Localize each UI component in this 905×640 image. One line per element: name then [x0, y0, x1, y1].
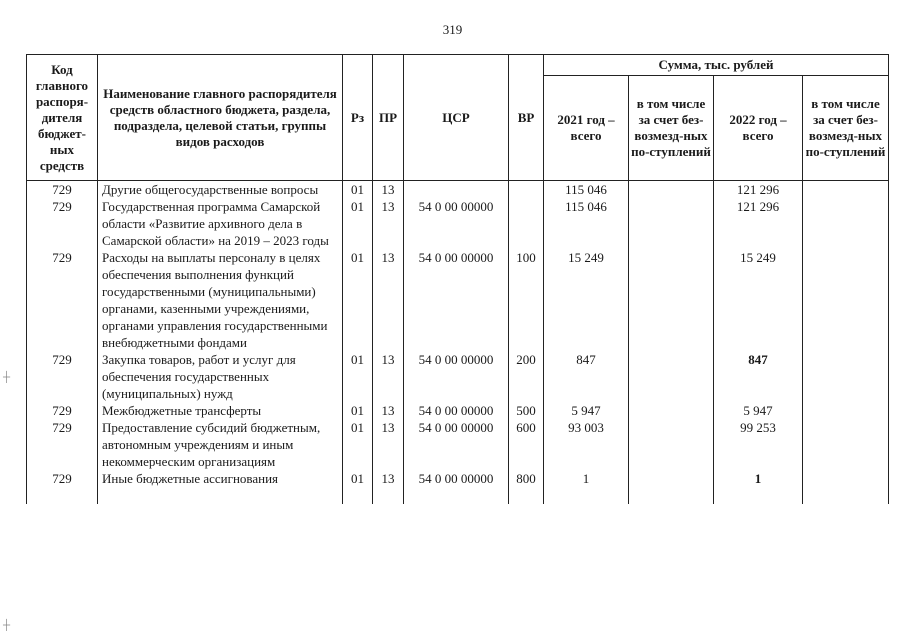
- cell-2021-grants: [629, 181, 714, 199]
- cell-rz: 01: [343, 402, 373, 419]
- table-row: [27, 402, 889, 419]
- cell-2021-total: 1: [544, 470, 629, 504]
- header-code: Код главного распоря-дителя бюджет-ных средств: [27, 55, 98, 181]
- budget-table: [26, 54, 889, 504]
- cell-2022-grants: [803, 402, 889, 419]
- cell-pr: 13: [373, 249, 404, 351]
- cell-vr: 800: [509, 470, 544, 504]
- cell-code: 729: [27, 419, 98, 470]
- cell-2021-grants: [629, 419, 714, 470]
- cell-2022-grants: [803, 419, 889, 470]
- cell-2022-total: 847: [714, 351, 803, 402]
- cell-pr: 13: [373, 470, 404, 504]
- cell-vr: 100: [509, 249, 544, 351]
- cell-code: 729: [27, 402, 98, 419]
- cell-name: Межбюджетные трансферты: [98, 402, 343, 419]
- cell-2022-total: 5 947: [714, 402, 803, 419]
- cell-2021-total: 847: [544, 351, 629, 402]
- cell-vr: 200: [509, 351, 544, 402]
- cell-2022-grants: [803, 181, 889, 199]
- header-rz: Рз: [343, 55, 373, 181]
- table-header: [27, 55, 889, 181]
- header-2022-total: 2022 год – всего: [714, 76, 803, 181]
- cell-name: Закупка товаров, работ и услуг для обеспечения государственных (муниципальных) нужд: [98, 351, 343, 402]
- cell-pr: 13: [373, 198, 404, 249]
- cell-name: Расходы на выплаты персоналу в целях обеспечения выполнения функций государственными (муниципальными) органами, казенными учреждениями, органами управления государственными внебюджетными фондами: [98, 249, 343, 351]
- cell-rz: 01: [343, 470, 373, 504]
- cell-2021-grants: [629, 470, 714, 504]
- header-2021-grants: в том числе за счет без-возмезд-ных по-ступлений: [629, 76, 714, 181]
- cell-rz: 01: [343, 198, 373, 249]
- cell-2022-grants: [803, 470, 889, 504]
- header-sum-group: Сумма, тыс. рублей: [544, 55, 889, 76]
- table-body: [27, 181, 889, 505]
- cell-2021-grants: [629, 351, 714, 402]
- cell-csr: 54 0 00 00000: [404, 402, 509, 419]
- header-2022-grants: в том числе за счет без-возмезд-ных по-ступлений: [803, 76, 889, 181]
- cell-rz: 01: [343, 351, 373, 402]
- cell-vr: 600: [509, 419, 544, 470]
- margin-tick-mark: ┼: [3, 372, 11, 383]
- cell-2021-total: 5 947: [544, 402, 629, 419]
- cell-2022-total: 121 296: [714, 198, 803, 249]
- cell-pr: 13: [373, 419, 404, 470]
- cell-2021-total: 115 046: [544, 198, 629, 249]
- table-row: [27, 249, 889, 351]
- margin-tick-mark: ┼: [3, 620, 11, 631]
- cell-csr: 54 0 00 00000: [404, 249, 509, 351]
- cell-name: Предоставление субсидий бюджетным, автономным учреждениям и иным некоммерческим организациям: [98, 419, 343, 470]
- cell-2022-total: 121 296: [714, 181, 803, 199]
- cell-code: 729: [27, 181, 98, 199]
- cell-csr: 54 0 00 00000: [404, 419, 509, 470]
- table-row: [27, 198, 889, 249]
- cell-2022-total: 99 253: [714, 419, 803, 470]
- cell-name: Государственная программа Самарской области «Развитие архивного дела в Самарской области» на 2019 – 2023 годы: [98, 198, 343, 249]
- cell-2021-total: 115 046: [544, 181, 629, 199]
- table-row: [27, 181, 889, 199]
- header-name: Наименование главного распорядителя средств областного бюджета, раздела, подраздела, целевой статьи, группы видов расходов: [98, 55, 343, 181]
- cell-2022-total: 1: [714, 470, 803, 504]
- cell-rz: 01: [343, 249, 373, 351]
- cell-vr: 500: [509, 402, 544, 419]
- cell-code: 729: [27, 198, 98, 249]
- cell-csr: 54 0 00 00000: [404, 470, 509, 504]
- table-row: [27, 351, 889, 402]
- cell-pr: 13: [373, 181, 404, 199]
- cell-csr: 54 0 00 00000: [404, 198, 509, 249]
- header-csr: ЦСР: [404, 55, 509, 181]
- cell-vr: [509, 181, 544, 199]
- page-number: 319: [442, 22, 463, 37]
- cell-vr: [509, 198, 544, 249]
- cell-csr: 54 0 00 00000: [404, 351, 509, 402]
- cell-name: Иные бюджетные ассигнования: [98, 470, 343, 504]
- cell-rz: 01: [343, 181, 373, 199]
- cell-code: 729: [27, 470, 98, 504]
- table-row: [27, 419, 889, 470]
- cell-2021-grants: [629, 402, 714, 419]
- cell-2021-total: 93 003: [544, 419, 629, 470]
- cell-2021-grants: [629, 198, 714, 249]
- cell-csr: [404, 181, 509, 199]
- cell-2021-grants: [629, 249, 714, 351]
- cell-2022-grants: [803, 249, 889, 351]
- header-pr: ПР: [373, 55, 404, 181]
- cell-pr: 13: [373, 402, 404, 419]
- cell-rz: 01: [343, 419, 373, 470]
- cell-code: 729: [27, 249, 98, 351]
- cell-2022-total: 15 249: [714, 249, 803, 351]
- cell-2021-total: 15 249: [544, 249, 629, 351]
- cell-2022-grants: [803, 351, 889, 402]
- header-2021-total: 2021 год – всего: [544, 76, 629, 181]
- cell-code: 729: [27, 351, 98, 402]
- cell-name: Другие общегосударственные вопросы: [98, 181, 343, 199]
- header-vr: ВР: [509, 55, 544, 181]
- table-row: [27, 470, 889, 504]
- cell-2022-grants: [803, 198, 889, 249]
- cell-pr: 13: [373, 351, 404, 402]
